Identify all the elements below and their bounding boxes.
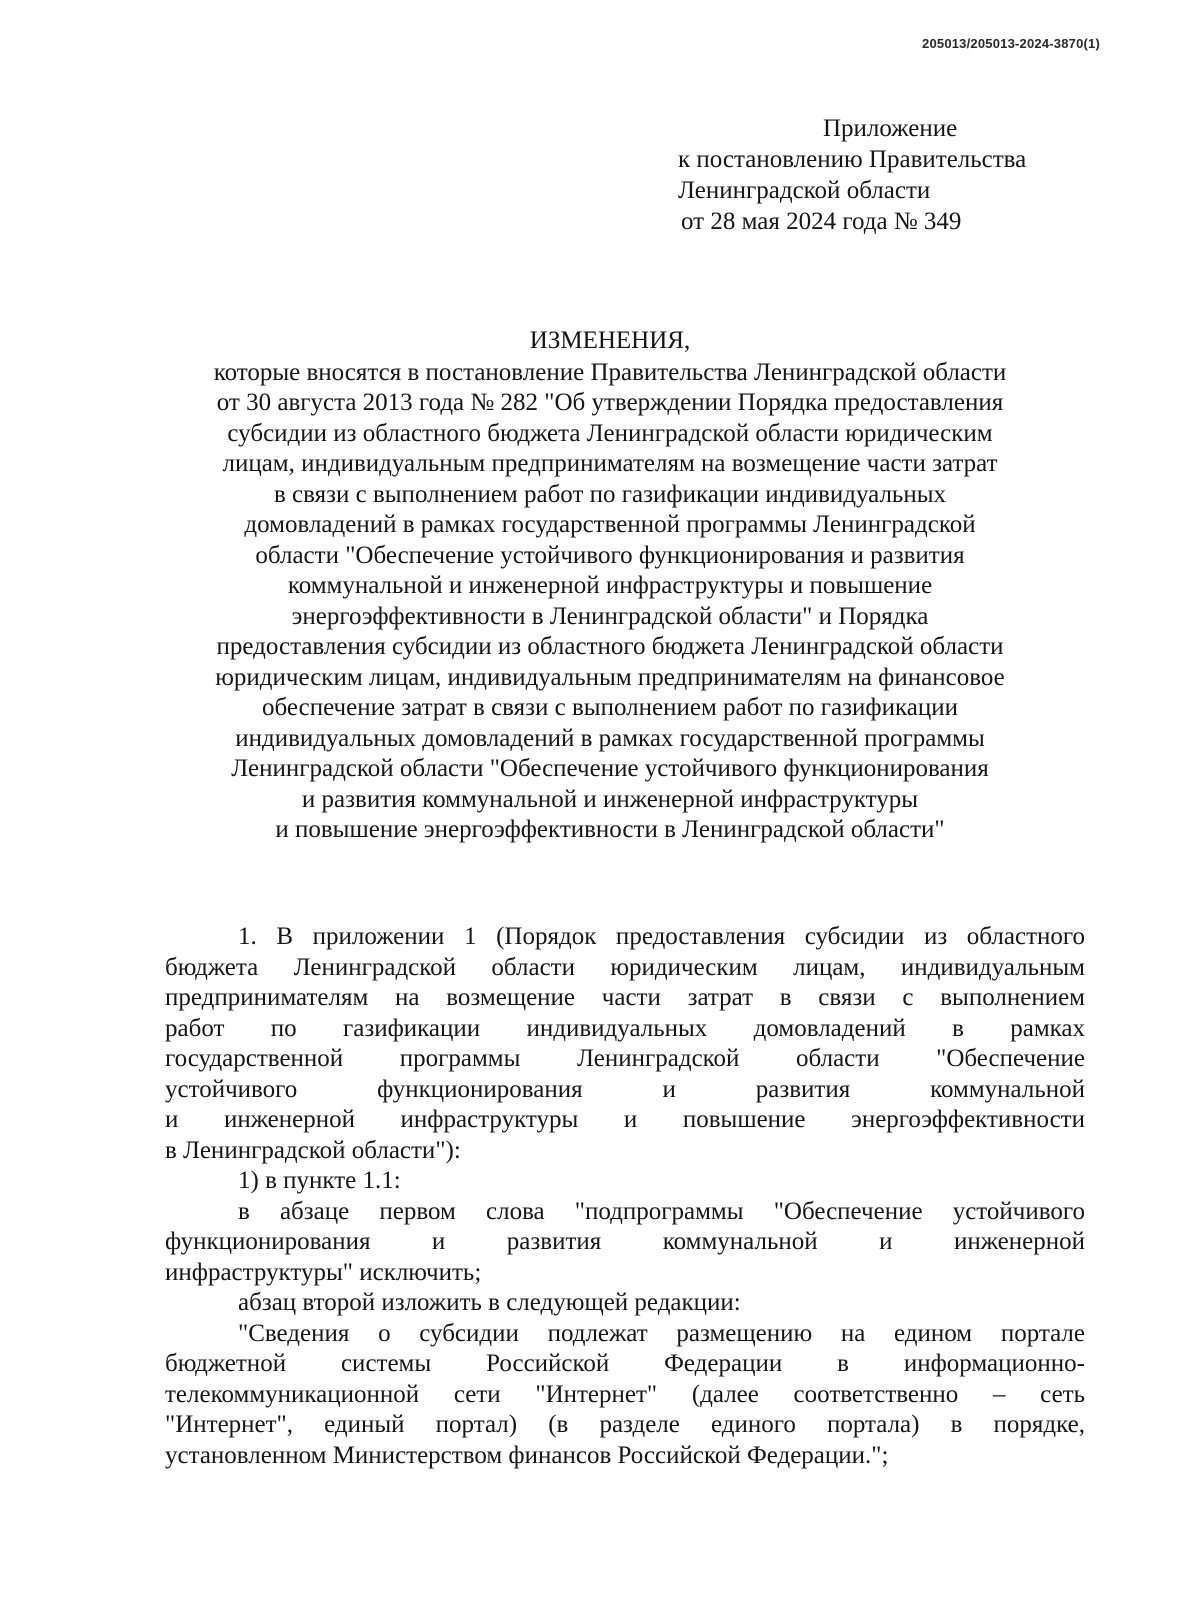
heading-line: индивидуальных домовладений в рамках государственной программы (235, 724, 985, 752)
heading-line: которые вносятся в постановление Правительства Ленинградской области (213, 358, 1007, 386)
paragraph-line: абзац второй изложить в следующей редакции: (238, 1289, 741, 1316)
paragraph-line: 1. В приложении 1 (Порядок предоставления субсидии из областного (238, 923, 1085, 950)
paragraph-line: 1) в пункте 1.1: (238, 1167, 401, 1194)
paragraph-line: бюджета Ленинградской области юридическим лицам, индивидуальным (165, 953, 1085, 981)
heading-line: области "Обеспечение устойчивого функционирования и развития (255, 541, 965, 569)
heading-line: субсидии из областного бюджета Ленинградской области юридическим (227, 419, 993, 447)
heading-line: домовладений в рамках государственной программы Ленинградской (244, 511, 976, 538)
paragraph-line: инфраструктуры" исключить; (165, 1258, 482, 1286)
heading-line: обеспечение затрат в связи с выполнением работ по газификации (262, 694, 958, 721)
paragraph-line: "Интернет", единый портал) (в разделе единого портала) в порядке, (165, 1411, 1085, 1438)
heading-line: лицам, индивидуальным предпринимателям на возмещение части затрат (222, 450, 998, 477)
appendix-line: Ленинградской области (678, 177, 931, 204)
appendix-block (678, 113, 1026, 237)
heading-line: Ленинградской области "Обеспечение устойчивого функционирования (231, 755, 989, 782)
paragraph-line: государственной программы Ленинградской области "Обеспечение (165, 1045, 1085, 1072)
paragraph-line: в абзаце первом слова "подпрограммы "Обеспечение устойчивого (238, 1197, 1085, 1225)
paragraph-line: предпринимателям на возмещение части затрат в связи с выполнением (165, 984, 1085, 1011)
paragraph-line: устойчивого функционирования и развития коммунальной (165, 1075, 1085, 1103)
heading-line: и развития коммунальной и инженерной инфраструктуры (301, 785, 919, 813)
paragraph-line: телекоммуникационной сети "Интернет" (далее соответственно – сеть (165, 1380, 1085, 1408)
document-id: 205013/205013-2024-3870(1) (922, 36, 1100, 51)
paragraph-line: в Ленинградской области"): (165, 1136, 461, 1164)
heading-line: в связи с выполнением работ по газификации индивидуальных (273, 480, 947, 508)
appendix-line: Приложение (823, 115, 958, 142)
paragraph-line: "Сведения о субсидии подлежат размещению на едином портале (238, 1319, 1085, 1347)
document-heading (140, 326, 1080, 846)
heading-line: энергоэффективности в Ленинградской области" и Порядка (291, 602, 929, 630)
heading-line: и повышение энергоэффективности в Ленинградской области" (275, 816, 945, 843)
appendix-line: от 28 мая 2024 года № 349 (681, 208, 962, 235)
paragraph-line: работ по газификации индивидуальных домовладений в рамках (165, 1014, 1085, 1042)
heading-title: ИЗМЕНЕНИЯ, (529, 327, 691, 354)
heading-line: коммунальной и инженерной инфраструктуры и повышение (287, 572, 933, 599)
paragraph-line: бюджетной системы Российской Федерации в информационно- (165, 1350, 1085, 1377)
appendix-line: к постановлению Правительства (678, 146, 1027, 173)
paragraph-line: и инженерной инфраструктуры и повышение энергоэффективности (165, 1106, 1085, 1133)
heading-line: юридическим лицам, индивидуальным предпринимателям на финансовое (215, 663, 1005, 691)
heading-line: предоставления субсидии из областного бюджета Ленинградской области (216, 633, 1004, 660)
paragraph-line: установленном Министерством финансов Российской Федерации."; (165, 1441, 889, 1469)
heading-line: от 30 августа 2013 года № 282 "Об утверждении Порядка предоставления (216, 389, 1004, 416)
document-body (165, 922, 1085, 1471)
paragraph-line: функционирования и развития коммунальной и инженерной (165, 1228, 1085, 1255)
